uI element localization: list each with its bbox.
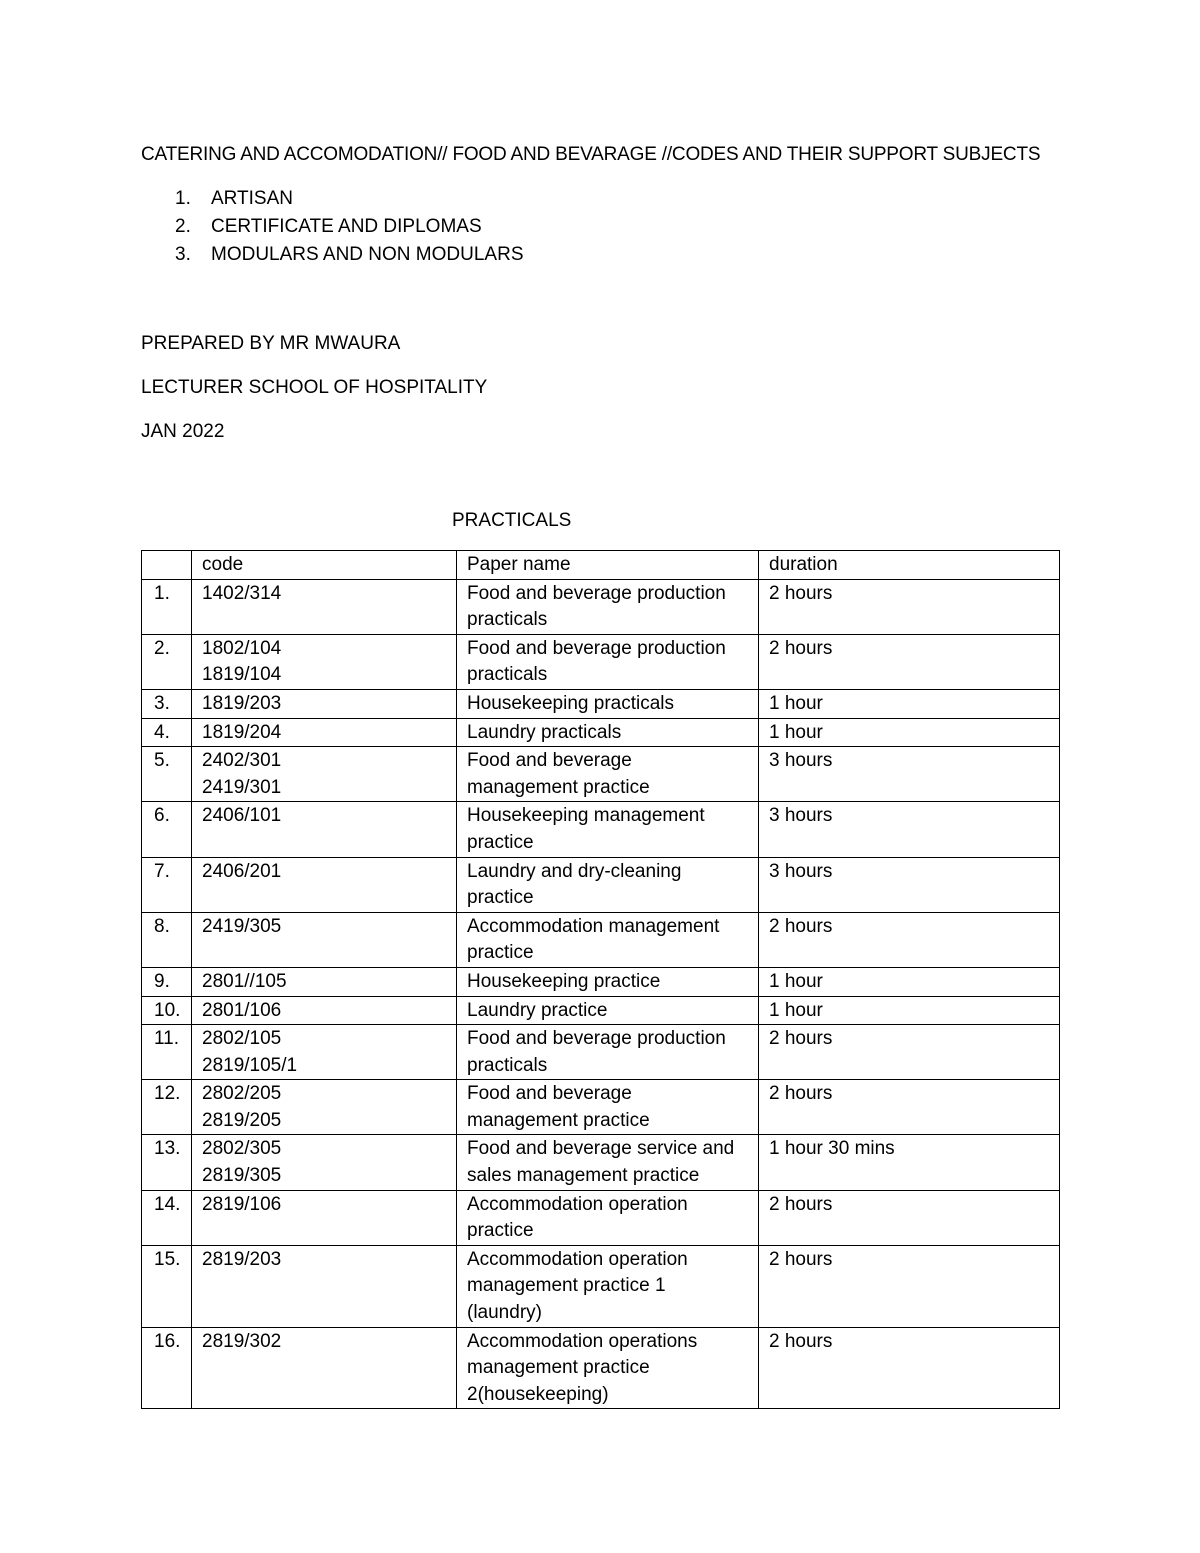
code-cell bbox=[192, 1327, 457, 1409]
code-cell bbox=[192, 1190, 457, 1245]
paper-name-cell bbox=[457, 634, 759, 689]
column-header-number bbox=[142, 551, 192, 580]
column-header-duration: duration bbox=[759, 551, 1060, 580]
row-number: 15. bbox=[142, 1245, 192, 1327]
document-date: JAN 2022 bbox=[141, 421, 225, 442]
table-row bbox=[142, 1025, 1060, 1080]
paper-code: 2819/205 bbox=[202, 1109, 282, 1131]
paper-code: 1819/204 bbox=[202, 721, 282, 743]
table-row bbox=[142, 718, 1060, 747]
duration-cell: 2 hours bbox=[759, 1245, 1060, 1327]
list-item-number: 2. bbox=[175, 216, 191, 237]
duration-cell: 2 hours bbox=[759, 1190, 1060, 1245]
code-cell bbox=[192, 689, 457, 718]
code-cell bbox=[192, 857, 457, 912]
table-row bbox=[142, 996, 1060, 1025]
paper-code: 2819/105/1 bbox=[202, 1054, 298, 1076]
level-list bbox=[141, 186, 524, 270]
paper-name-cell bbox=[457, 1025, 759, 1080]
paper-name-line: Laundry and dry-cleaning bbox=[467, 860, 682, 882]
row-number: 12. bbox=[142, 1080, 192, 1135]
list-item bbox=[141, 186, 524, 214]
list-item bbox=[141, 242, 524, 270]
duration-cell: 2 hours bbox=[759, 912, 1060, 967]
duration-cell: 2 hours bbox=[759, 1080, 1060, 1135]
duration-cell: 2 hours bbox=[759, 579, 1060, 634]
paper-name-line: Housekeeping practicals bbox=[467, 692, 675, 714]
table-row bbox=[142, 1327, 1060, 1409]
paper-name-line: Laundry practicals bbox=[467, 721, 622, 743]
duration-cell: 1 hour 30 mins bbox=[759, 1135, 1060, 1190]
duration-cell: 2 hours bbox=[759, 1025, 1060, 1080]
paper-name-cell bbox=[457, 579, 759, 634]
paper-name-cell bbox=[457, 1080, 759, 1135]
paper-name-line: (laundry) bbox=[467, 1302, 542, 1324]
row-number: 10. bbox=[142, 996, 192, 1025]
prepared-by: PREPARED BY MR MWAURA bbox=[141, 333, 401, 354]
row-number: 13. bbox=[142, 1135, 192, 1190]
paper-name-cell bbox=[457, 1135, 759, 1190]
paper-code: 2802/305 bbox=[202, 1138, 282, 1160]
paper-name-line: Accommodation management bbox=[467, 915, 720, 937]
table-row bbox=[142, 1080, 1060, 1135]
paper-name-line: management practice bbox=[467, 776, 650, 798]
table-row bbox=[142, 802, 1060, 857]
code-cell bbox=[192, 1245, 457, 1327]
code-cell bbox=[192, 1025, 457, 1080]
row-number: 14. bbox=[142, 1190, 192, 1245]
duration-cell: 3 hours bbox=[759, 857, 1060, 912]
table-row bbox=[142, 1135, 1060, 1190]
paper-name-line: management practice 1 bbox=[467, 1275, 666, 1297]
table-row bbox=[142, 1245, 1060, 1327]
row-number: 4. bbox=[142, 718, 192, 747]
row-number: 1. bbox=[142, 579, 192, 634]
code-cell bbox=[192, 912, 457, 967]
paper-code: 1819/104 bbox=[202, 664, 282, 686]
row-number: 7. bbox=[142, 857, 192, 912]
paper-name-line: Food and beverage bbox=[467, 750, 632, 772]
code-cell bbox=[192, 1135, 457, 1190]
paper-name-line: sales management practice bbox=[467, 1165, 700, 1187]
paper-code: 2402/301 bbox=[202, 750, 282, 772]
list-item-text: ARTISAN bbox=[211, 188, 294, 209]
duration-cell: 1 hour bbox=[759, 718, 1060, 747]
code-cell bbox=[192, 1080, 457, 1135]
paper-code: 1802/104 bbox=[202, 637, 282, 659]
paper-name-cell bbox=[457, 747, 759, 802]
code-cell bbox=[192, 967, 457, 996]
list-item-number: 3. bbox=[175, 244, 191, 265]
table-row bbox=[142, 634, 1060, 689]
paper-code: 2819/106 bbox=[202, 1193, 282, 1215]
duration-cell: 2 hours bbox=[759, 634, 1060, 689]
table-row bbox=[142, 747, 1060, 802]
table-row bbox=[142, 967, 1060, 996]
practicals-table bbox=[141, 550, 1060, 1409]
paper-name-line: practice bbox=[467, 942, 534, 964]
paper-name-cell bbox=[457, 689, 759, 718]
row-number: 2. bbox=[142, 634, 192, 689]
section-heading: PRACTICALS bbox=[452, 510, 572, 531]
paper-name-line: Food and beverage service and bbox=[467, 1138, 735, 1160]
row-number: 8. bbox=[142, 912, 192, 967]
paper-code: 2819/305 bbox=[202, 1165, 282, 1187]
table-row bbox=[142, 1190, 1060, 1245]
paper-code: 2406/101 bbox=[202, 805, 282, 827]
paper-name-line: management practice bbox=[467, 1357, 650, 1379]
paper-code: 2802/105 bbox=[202, 1028, 282, 1050]
paper-name-line: 2(housekeeping) bbox=[467, 1383, 609, 1405]
code-cell bbox=[192, 747, 457, 802]
paper-name-line: practice bbox=[467, 1220, 534, 1242]
code-cell bbox=[192, 634, 457, 689]
list-item-text: MODULARS AND NON MODULARS bbox=[211, 244, 524, 265]
paper-name-line: Housekeeping practice bbox=[467, 970, 661, 992]
paper-name-cell bbox=[457, 718, 759, 747]
code-cell bbox=[192, 579, 457, 634]
column-header-paper-name: Paper name bbox=[457, 551, 759, 580]
paper-name-line: Food and beverage production bbox=[467, 582, 726, 604]
duration-cell: 1 hour bbox=[759, 689, 1060, 718]
list-item-text: CERTIFICATE AND DIPLOMAS bbox=[211, 216, 482, 237]
paper-name-line: Laundry practice bbox=[467, 999, 608, 1021]
column-header-code: code bbox=[192, 551, 457, 580]
paper-code: 2801/106 bbox=[202, 999, 282, 1021]
paper-name-cell bbox=[457, 1327, 759, 1409]
duration-cell: 1 hour bbox=[759, 996, 1060, 1025]
paper-name-cell bbox=[457, 996, 759, 1025]
paper-name-line: Accommodation operations bbox=[467, 1330, 698, 1352]
table-row bbox=[142, 857, 1060, 912]
table-row bbox=[142, 689, 1060, 718]
paper-code: 2819/203 bbox=[202, 1248, 282, 1270]
row-number: 11. bbox=[142, 1025, 192, 1080]
practicals-table-body bbox=[142, 551, 1060, 1409]
paper-name-line: Food and beverage production bbox=[467, 637, 726, 659]
list-item bbox=[141, 214, 524, 242]
duration-cell: 3 hours bbox=[759, 747, 1060, 802]
paper-code: 2819/302 bbox=[202, 1330, 282, 1352]
duration-cell: 2 hours bbox=[759, 1327, 1060, 1409]
paper-code: 2419/301 bbox=[202, 776, 282, 798]
paper-name-line: practice bbox=[467, 887, 534, 909]
duration-cell: 1 hour bbox=[759, 967, 1060, 996]
list-item-number: 1. bbox=[175, 188, 191, 209]
paper-name-line: practicals bbox=[467, 1054, 548, 1076]
paper-name-line: practicals bbox=[467, 609, 548, 631]
paper-code: 1819/203 bbox=[202, 692, 282, 714]
paper-name-line: Accommodation operation bbox=[467, 1248, 688, 1270]
paper-code: 2419/305 bbox=[202, 915, 282, 937]
table-header-row bbox=[142, 551, 1060, 580]
author-role: LECTURER SCHOOL OF HOSPITALITY bbox=[141, 377, 488, 398]
row-number: 6. bbox=[142, 802, 192, 857]
paper-name-line: Food and beverage bbox=[467, 1083, 632, 1105]
paper-name-cell bbox=[457, 912, 759, 967]
paper-name-line: Accommodation operation bbox=[467, 1193, 688, 1215]
paper-name-line: practicals bbox=[467, 664, 548, 686]
row-number: 3. bbox=[142, 689, 192, 718]
row-number: 9. bbox=[142, 967, 192, 996]
paper-name-cell bbox=[457, 1190, 759, 1245]
paper-name-line: Housekeeping management bbox=[467, 805, 705, 827]
row-number: 5. bbox=[142, 747, 192, 802]
row-number: 16. bbox=[142, 1327, 192, 1409]
paper-code: 1402/314 bbox=[202, 582, 282, 604]
paper-code: 2801//105 bbox=[202, 970, 287, 992]
paper-name-cell bbox=[457, 802, 759, 857]
code-cell bbox=[192, 718, 457, 747]
paper-code: 2406/201 bbox=[202, 860, 282, 882]
paper-name-line: Food and beverage production bbox=[467, 1028, 726, 1050]
paper-name-cell bbox=[457, 967, 759, 996]
code-cell bbox=[192, 996, 457, 1025]
paper-name-cell bbox=[457, 1245, 759, 1327]
table-row bbox=[142, 912, 1060, 967]
document-title: CATERING AND ACCOMODATION// FOOD AND BEVARAGE //CODES AND THEIR SUPPORT SUBJECTS bbox=[141, 144, 1041, 165]
code-cell bbox=[192, 802, 457, 857]
paper-code: 2802/205 bbox=[202, 1083, 282, 1105]
duration-cell: 3 hours bbox=[759, 802, 1060, 857]
paper-name-cell bbox=[457, 857, 759, 912]
paper-name-line: management practice bbox=[467, 1109, 650, 1131]
table-row bbox=[142, 579, 1060, 634]
paper-name-line: practice bbox=[467, 831, 534, 853]
